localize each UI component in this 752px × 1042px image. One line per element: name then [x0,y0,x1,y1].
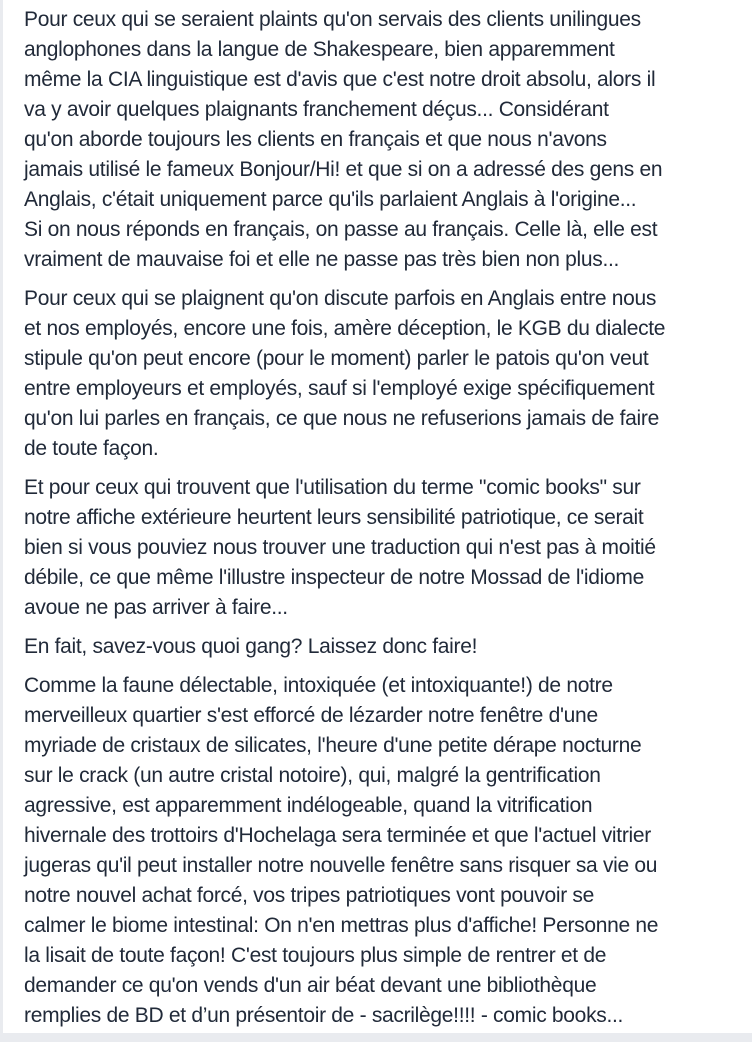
paragraph [24,284,734,464]
text-line: qu'on lui parles en français, ce que nous ne refuserions jamais de faire [24,407,659,430]
text-line: jugeras qu'il peut installer notre nouvelle fenêtre sans risquer sa vie ou [24,854,658,877]
text-line: va y avoir quelques plaignants franchement déçus... Considérant [24,98,609,121]
post-body-text [24,5,734,1031]
text-line: agressive, est apparemment indélogeable, quand la vitrification [24,794,593,817]
text-line: débile, ce que même l'illustre inspecteur de notre Mossad de l'idiome [24,566,644,589]
text-line: avoue ne pas arriver à faire... [24,596,288,619]
text-line: la lisait de toute façon! C'est toujours plus simple de rentrer et de [24,944,607,967]
text-line: même la CIA linguistique est d'avis que c'est notre droit absolu, alors il [24,68,656,91]
text-line: vraiment de mauvaise foi et elle ne passe pas très bien non plus... [24,248,620,271]
text-line: anglophones dans la langue de Shakespeare, bien apparemment [24,38,615,61]
post-text-card [3,0,752,1033]
paragraph [24,671,734,1031]
text-line: entre employeurs et employés, sauf si l'employé exige spécifiquement [24,377,655,400]
paragraph [24,473,734,623]
paragraph [24,5,734,275]
text-line: Pour ceux qui se plaignent qu'on discute parfois en Anglais entre nous [24,287,657,310]
text-line: notre affiche extérieure heurtent leurs sensibilité patriotique, ce serait [24,506,644,529]
text-line: En fait, savez-vous quoi gang? Laissez donc faire! [24,635,478,658]
text-line: myriade de cristaux de silicates, l'heure d'une petite dérape nocturne [24,734,642,757]
text-line: et nos employés, encore une fois, amère déception, le KGB du dialecte [24,317,666,340]
text-line: qu'on aborde toujours les clients en français et que nous n'avons [24,128,607,151]
text-line: bien si vous pouviez nous trouver une traduction qui n'est pas à moitié [24,536,656,559]
paragraph [24,632,734,662]
text-line: jamais utilisé le fameux Bonjour/Hi! et que si on a adressé des gens en [24,158,663,181]
text-line: Si on nous réponds en français, on passe au français. Celle là, elle est [24,218,658,241]
text-line: remplies de BD et d’un présentoir de - sacrilège!!!! - comic books... [24,1004,624,1027]
text-line: Et pour ceux qui trouvent que l'utilisation du terme "comic books" sur [24,476,641,499]
text-line: Anglais, c'était uniquement parce qu'ils parlaient Anglais à l'origine... [24,188,637,211]
text-line: demander ce qu'on vends d'un air béat devant une bibliothèque [24,974,597,997]
text-line: calmer le biome intestinal: On n'en mettras plus d'affiche! Personne ne [24,914,659,937]
text-line: stipule qu'on peut encore (pour le moment) parler le patois qu'on veut [24,347,649,370]
text-line: Comme la faune délectable, intoxiquée (et intoxiquante!) de notre [24,674,613,697]
text-line: de toute façon. [24,437,159,460]
text-line: notre nouvel achat forcé, vos tripes patriotiques vont pouvoir se [24,884,594,907]
text-line: merveilleux quartier s'est efforcé de lézarder notre fenêtre d'une [24,704,598,727]
text-line: Pour ceux qui se seraient plaints qu'on servais des clients unilingues [24,8,641,31]
text-line: hivernale des trottoirs d'Hochelaga sera terminée et que l'actuel vitrier [24,824,651,847]
text-line: sur le crack (un autre cristal notoire), qui, malgré la gentrification [24,764,601,787]
